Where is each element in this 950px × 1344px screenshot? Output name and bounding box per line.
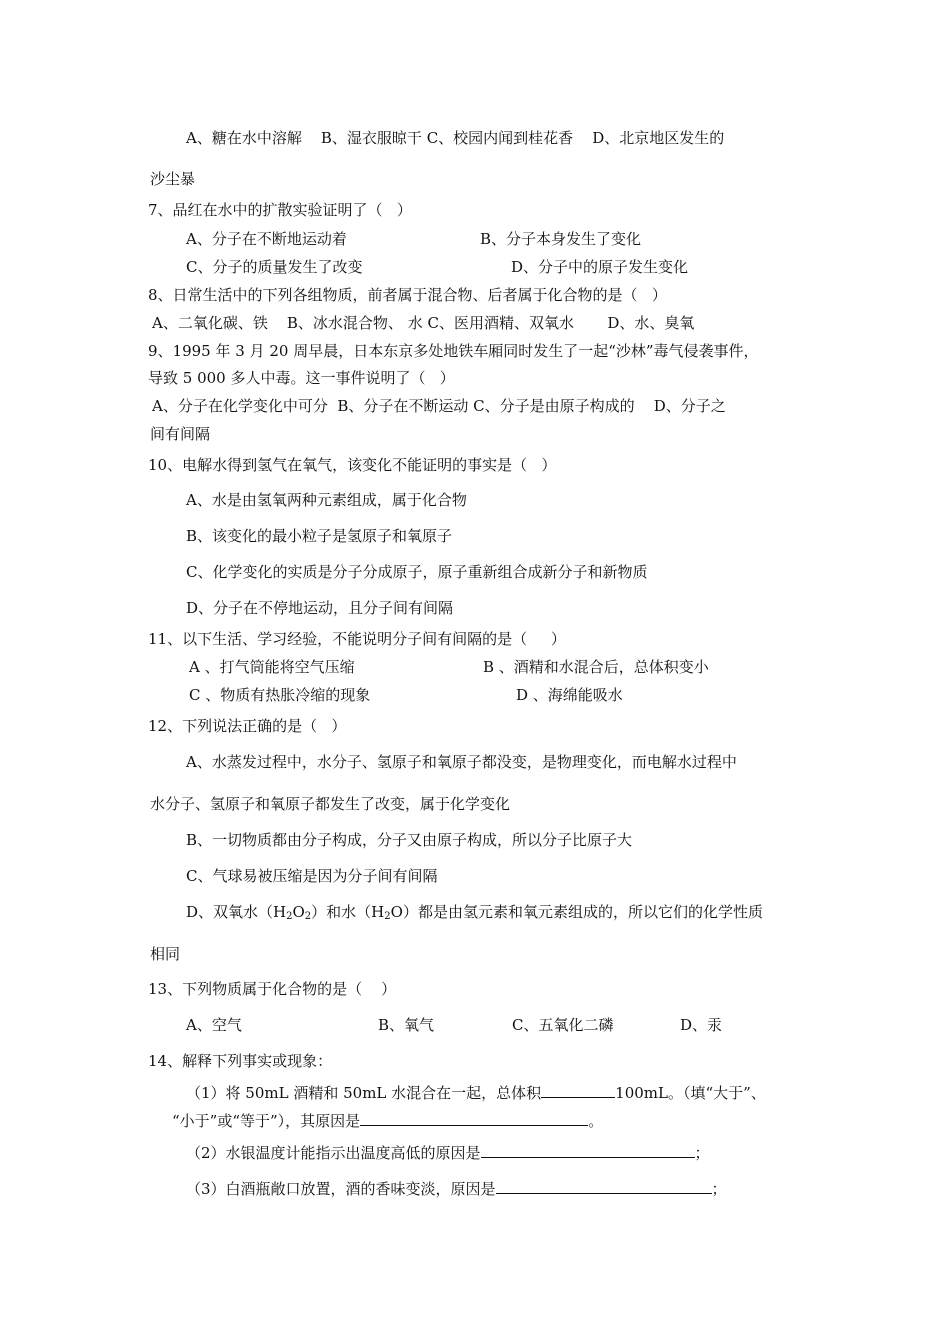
q14-part3-text: （3）白酒瓶敞口放置，酒的香味变淡，原因是 — [186, 1180, 496, 1198]
q12-option-a: A、水蒸发过程中，水分子、氢原子和氧原子都没变，是物理变化，而电解水过程中 — [186, 753, 737, 771]
q12-option-d — [186, 902, 763, 927]
q11-option-a: A 、打气筒能将空气压缩 — [189, 658, 355, 676]
q7-stem: 7、品红在水中的扩散实验证明了（ ） — [148, 201, 412, 219]
q14-stem: 14、解释下列事实或现象： — [148, 1052, 333, 1070]
q13-option-c: C、五氧化二磷 — [512, 1016, 614, 1034]
q14-part1-continued — [172, 1111, 603, 1131]
q6-options-continued: 沙尘暴 — [150, 170, 196, 188]
q12-option-d-continued: 相同 — [150, 945, 181, 963]
q10-stem: 10、电解水得到氢气在氧气，该变化不能证明的事实是（ ） — [148, 456, 557, 474]
q13-option-d: D、汞 — [680, 1016, 723, 1034]
q13-option-a: A、空气 — [186, 1016, 242, 1034]
q12-d-text-2: O — [292, 903, 305, 921]
q14-part3-blank[interactable] — [496, 1179, 712, 1194]
q9-options-continued: 间有间隔 — [150, 425, 211, 443]
q11-option-c: C 、物质有热胀冷缩的现象 — [189, 686, 371, 704]
q14-part1-text: （1）将 50mL 酒精和 50mL 水混合在一起，总体积 — [186, 1084, 542, 1102]
q10-option-c: C、化学变化的实质是分子分成原子，原子重新组合成新分子和新物质 — [186, 563, 648, 581]
q14-part1 — [186, 1083, 766, 1103]
q6-options: A、糖在水中溶解 B、湿衣服晾干 C、校园内闻到桂花香 D、北京地区发生的 — [186, 129, 725, 147]
q12-d-text-1: D、双氧水（H — [186, 903, 287, 921]
q14-part2-blank[interactable] — [481, 1143, 695, 1158]
q10-option-b: B、该变化的最小粒子是氢原子和氧原子 — [186, 527, 453, 545]
q14-part1-blank[interactable] — [541, 1083, 615, 1098]
q7-option-d: D、分子中的原子发生变化 — [511, 258, 689, 276]
q10-option-a: A、水是由氢氧两种元素组成，属于化合物 — [186, 491, 467, 509]
q8-stem: 8、日常生活中的下列各组物质，前者属于混合物、后者属于化合物的是（ ） — [148, 286, 667, 304]
q13-stem: 13、下列物质属于化合物的是（ ） — [148, 980, 397, 998]
q12-option-b: B、一切物质都由分子构成，分子又由原子构成，所以分子比原子大 — [186, 831, 633, 849]
q11-option-b: B 、酒精和水混合后，总体积变小 — [483, 658, 709, 676]
q12-option-a-continued: 水分子、氢原子和氧原子都发生了改变，属于化学变化 — [150, 795, 511, 813]
q10-option-d: D、分子在不停地运动，且分子间有间隔 — [186, 599, 454, 617]
q7-option-c: C、分子的质量发生了改变 — [186, 258, 363, 276]
q12-d-subscript-1: 2 — [286, 911, 293, 922]
q12-d-subscript-2: 2 — [304, 911, 312, 922]
q9-options: A、分子在化学变化中可分 B、分子在不断运动 C、分子是由原子构成的 D、分子之 — [152, 397, 726, 415]
q7-option-b: B、分子本身发生了变化 — [480, 230, 642, 248]
q9-stem-line1: 9、1995 年 3 月 20 周早晨，日本东京多处地铁车厢同时发生了一起“沙林”毒气侵袭事件， — [148, 342, 759, 360]
q7-option-a: A、分子在不断地运动着 — [186, 230, 347, 248]
q14-part3-end: ； — [711, 1180, 727, 1198]
q14-part1-text-after: 100mL。（填“大于”、 — [615, 1084, 766, 1102]
q11-stem: 11、以下生活、学习经验，不能说明分子间有间隔的是（ ） — [148, 630, 566, 648]
q14-part3 — [186, 1179, 727, 1199]
q13-option-b: B、氧气 — [378, 1016, 435, 1034]
q8-options: A、二氧化碳、铁 B、冰水混合物、 水 C、医用酒精、双氧水 D、水、臭氧 — [152, 314, 695, 332]
q9-stem-line2: 导致 5 000 多人中毒。这一事件说明了（ ） — [148, 369, 455, 387]
q12-d-subscript-3: 2 — [384, 911, 391, 922]
q12-option-c: C、气球易被压缩是因为分子间有间隔 — [186, 867, 438, 885]
q11-option-d: D 、海绵能吸水 — [516, 686, 623, 704]
q12-d-text-4: O）都是由氢元素和氧元素组成的，所以它们的化学性质 — [390, 903, 763, 921]
q12-d-text-3: ）和水（H — [311, 903, 385, 921]
q12-stem: 12、下列说法正确的是（ ） — [148, 717, 347, 735]
q14-part2 — [186, 1143, 710, 1163]
q14-part1-cont-text: “小于”或“等于”），其原因是 — [172, 1112, 361, 1130]
q14-part2-text: （2）水银温度计能指示出温度高低的原因是 — [186, 1144, 481, 1162]
q14-part2-end: ； — [694, 1144, 710, 1162]
q14-part1-cont-end: 。 — [588, 1112, 604, 1130]
q14-part1-reason-blank[interactable] — [360, 1111, 588, 1126]
